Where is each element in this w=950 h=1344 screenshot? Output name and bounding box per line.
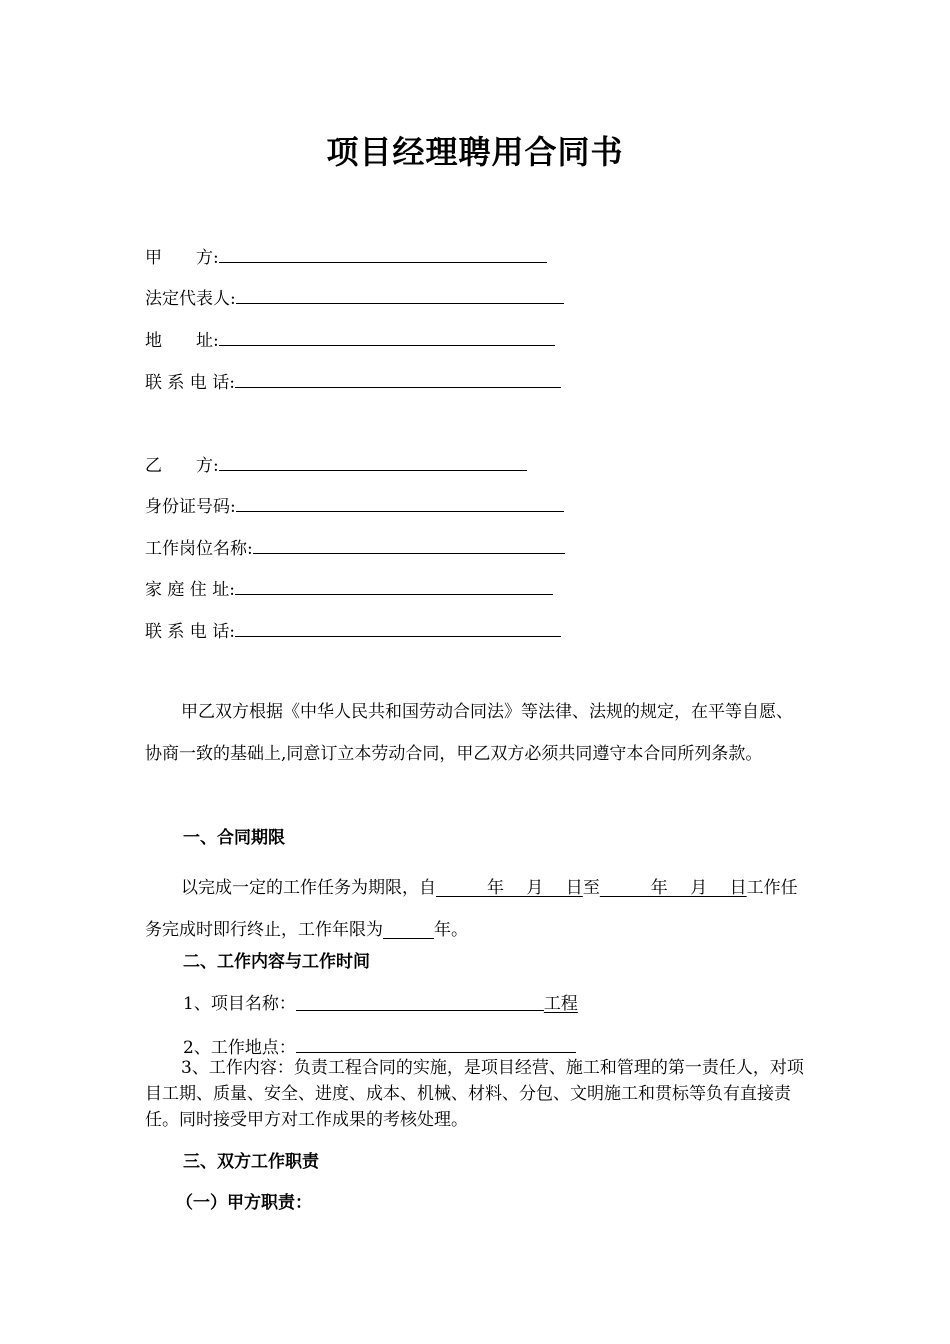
party-a-addr-field[interactable]: [219, 327, 555, 346]
party-a-addr-label: 地 址:: [145, 331, 219, 351]
date-from-field[interactable]: 年 月 日: [436, 878, 583, 898]
term-text-year-unit: 年。: [434, 920, 468, 940]
party-a-rep-label: 法定代表人:: [145, 289, 236, 309]
party-b-position-label: 工作岗位名称:: [145, 539, 253, 559]
project-name-label: 1、项目名称：: [183, 994, 296, 1014]
party-b-home-field[interactable]: [235, 576, 553, 595]
project-name-field[interactable]: [296, 992, 544, 1011]
party-b-position-field[interactable]: [253, 535, 565, 554]
date-to-field[interactable]: 年 月 日: [599, 878, 747, 898]
party-a-name-line: [145, 244, 547, 270]
party-b-phone-label: 联 系 电 话:: [145, 622, 235, 642]
party-b-phone-line: [145, 618, 561, 644]
term-text-to: 至: [582, 878, 600, 898]
section-3-heading: 三、双方工作职责: [183, 1152, 319, 1172]
project-name-line: [183, 992, 578, 1016]
party-b-position-line: [145, 535, 565, 561]
party-b-id-line: [145, 493, 564, 519]
party-b-id-field[interactable]: [236, 493, 564, 512]
years-field[interactable]: [383, 920, 434, 940]
section-1-heading: 一、合同期限: [183, 828, 285, 848]
party-b-phone-field[interactable]: [235, 618, 561, 637]
section-1-paragraph: [145, 867, 805, 951]
party-a-name-label: 甲 方:: [145, 248, 219, 268]
work-location-label: 2、工作地点：: [183, 1038, 296, 1058]
party-a-phone-label: 联 系 电 话:: [145, 373, 235, 393]
party-a-rep-line: [145, 285, 564, 311]
party-a-rep-field[interactable]: [236, 285, 564, 304]
project-name-suffix: 工程: [543, 994, 578, 1014]
party-b-name-label: 乙 方:: [145, 456, 219, 476]
party-a-name-field[interactable]: [219, 244, 547, 263]
document-title: 项目经理聘用合同书: [326, 133, 624, 171]
party-b-name-field[interactable]: [219, 452, 527, 471]
section-2-heading: 二、工作内容与工作时间: [183, 952, 370, 972]
party-a-phone-field[interactable]: [235, 369, 561, 388]
term-text-post: 工作任务完成时即行终止，工作年限为: [145, 878, 798, 940]
party-a-phone-line: [145, 369, 561, 395]
party-b-name-line: [145, 452, 527, 478]
party-b-id-label: 身份证号码:: [145, 497, 236, 517]
party-b-home-line: [145, 576, 553, 602]
work-content-paragraph: 3、工作内容：负责工程合同的实施，是项目经营、施工和管理的第一责任人，对项目工期、质量、安全、进度、成本、机械、材料、分包、文明施工和贯标等负有直接责任。同时接受甲方对工作成果的考核处理。: [145, 1058, 804, 1130]
section-3-sub-1: （一）甲方职责：: [176, 1193, 312, 1213]
work-location-field[interactable]: [296, 1034, 576, 1053]
intro-paragraph: 甲乙双方根据《中华人民共和国劳动合同法》等法律、法规的规定，在平等自愿、协商一致的基础上,同意订立本劳动合同，甲乙双方必须共同遵守本合同所列条款。: [145, 702, 793, 764]
party-a-addr-line: [145, 327, 555, 353]
party-b-home-label: 家 庭 住 址:: [145, 580, 235, 600]
term-text-pre: 以完成一定的工作任务为期限，自: [181, 878, 436, 898]
